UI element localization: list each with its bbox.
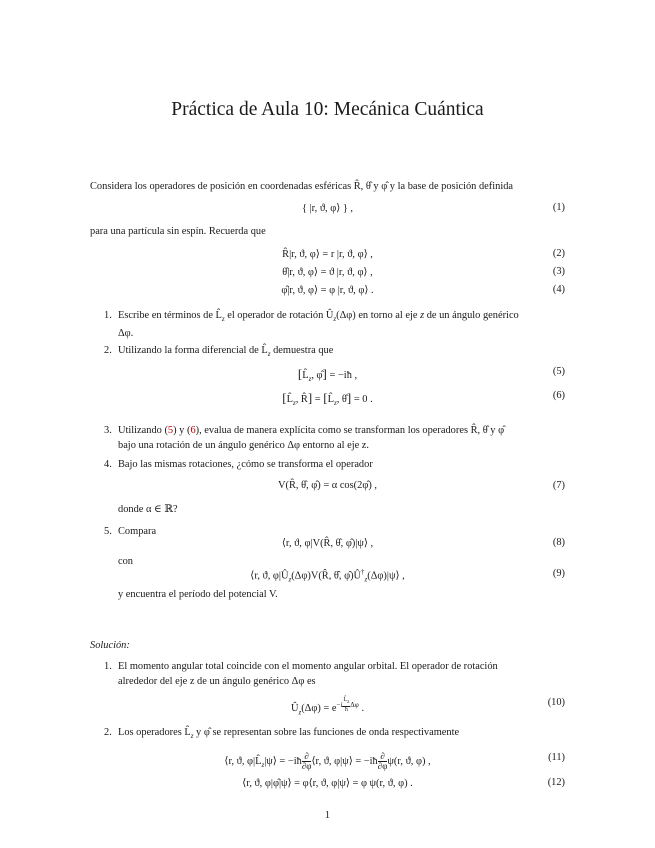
document-page: Práctica de Aula 10: Mecánica Cuántica Considera los operadores de posición en coordenadas esféricas R̂, θ̂ y φ̂ y la base de posición definida { |r, ϑ, φ⟩ } , (1) para una partícula sin espín. Recuerda que R̂|r, ϑ, φ⟩ = r |r, ϑ, φ⟩ , (2) θ̂|r, ϑ, φ⟩ = ϑ |r, ϑ, φ⟩ , (3) φ̂|r, ϑ, φ⟩ = φ |r, ϑ, φ⟩ . (4) 1. Escribe en términos de $L̂_z$ el operador de rotación $Û_z(\Delta\varphi)$ en torno al eje z de un ángulo genérico Δφ. 2. Utilizando la forma diferencial de $L̂_z$ demuestra que [$L̂_z$, φ̂] = −iħ , (5) [$L̂_z$, R̂] = [$L̂_z$, θ̂] = 0 . (6) 3. Utilizando (5) y (6), evalua de manera explícita como se transforman los operadores R̂, θ̂ y φ̂ bajo una rotación de un ángulo genérico Δφ entorno al eje z. 4. Bajo las mismas rotaciones, ¿cómo se transforma el operador V(R̂, θ̂, φ̂) = α cos(2φ̂) , (7) donde α ∈ ℝ? 5. Compara ⟨r, ϑ, φ|V(R̂, θ̂, φ̂)|ψ⟩ , (8) con ⟨r, ϑ, $\varphi|Û_z(\Delta\varphi)V(R̂$, θ̂, $\varphî)Û^\dagger_z(\Delta\varphi)|\psi⟩$ , (9) y encuentra el período del potencial V. Solución: 1. El momento angular total coincide con el momento angular orbital. El operador de rotación alrededor del eje z de un ángulo genérico Δφ es $Û_z(\Delta\varphi) = e^{-i \frac{L̂_z}{ħ} \Delta\varphi}$ . (10) 2. Los operadores $L̂_z$ y φ̂ se representan sobre las funciones de onda respectivamente ⟨r, ϑ, $\varphi|L̂_z|\psi⟩$ = −iħ $\frac{\partial}{\partial\varphi}$ ⟨r, ϑ, φ|ψ⟩ = −iħ $\frac{\partial}{\partial\varphi}$ ψ(r, ϑ, φ) , (11) ⟨r, ϑ, φ|φ̂|ψ⟩ = φ⟨r, ϑ, φ|ψ⟩ = φ ψ(r, ϑ, φ) . (12) 1 [0, 0, 655, 848]
equation-5-rhs: = −iħ , [329, 370, 358, 381]
equation-link-6[interactable]: 6 [190, 425, 196, 436]
item-number: 2. [104, 345, 112, 356]
equation-3-body: θ̂|r, ϑ, φ⟩ = ϑ |r, ϑ, φ⟩ , [282, 267, 373, 278]
equation-11-part-b: |ψ⟩ = −iħ [264, 755, 302, 767]
equation-9 [90, 568, 565, 584]
equation-9-part-a: ⟨r, ϑ, φ|Û [250, 570, 289, 582]
page-number: 1 [324, 810, 331, 821]
equation-6-rhs: = 0 . [353, 394, 373, 405]
item-number: 4. [104, 459, 112, 470]
item-number: 2. [104, 727, 112, 738]
equation-number: (8) [552, 537, 565, 548]
page-title: Práctica de Aula 10: Mecánica Cuántica [171, 99, 484, 120]
solution-1-line1: El momento angular total coincide con el momento angular orbital. El operador de rotación [118, 661, 498, 672]
item-3-text: Utilizando ( [118, 425, 168, 436]
equation-number: (5) [552, 366, 565, 377]
equation-10-body: $Û_z(\Delta\varphi) = e^{-i \frac{L̂_z}{ħ} \Delta\varphi}$ . [290, 697, 365, 717]
equation-10 [90, 697, 565, 717]
equation-12-body: ⟨r, ϑ, φ|φ̂|ψ⟩ = φ⟨r, ϑ, φ|ψ⟩ = φ ψ(r, ϑ, φ) . [242, 778, 413, 789]
intro-paragraph-2: para una partícula sin espín. Recuerda que [90, 226, 266, 237]
item-4-after: donde α ∈ ℝ? [118, 504, 178, 515]
equation-number: (3) [552, 266, 565, 277]
item-3-text-post: ), evalua de manera explícita como se transforman los operadores R̂, θ̂ y φ̂ [195, 425, 505, 436]
equation-number: (6) [552, 390, 565, 401]
equation-11-part-d: ψ(r, ϑ, φ) , [387, 755, 431, 767]
equation-11 [90, 751, 565, 771]
item-3-text-line2: bajo una rotación de un ángulo genérico Δφ entorno al eje z. [118, 439, 369, 451]
equation-11-body: ⟨r, ϑ, $\varphi|L̂_z|\psi⟩$ = −iħ $\frac{\partial}{\partial\varphi}$ ⟨r, ϑ, φ|ψ⟩ = −iħ $\frac{\partial}{\partial\varphi}$ ψ(r, ϑ, φ) , [224, 751, 431, 771]
equation-3 [90, 266, 565, 282]
item-1-text-b: el operador de rotación Û [224, 310, 334, 321]
equation-6-body: [$L̂_z$, R̂] = [$L̂_z$, θ̂] = 0 . [282, 390, 373, 408]
item-1-text-d: de un ángulo genérico [424, 310, 519, 321]
equation-12 [90, 777, 565, 793]
equation-number: (9) [552, 568, 565, 579]
equation-link-5[interactable]: 5 [167, 425, 174, 436]
item-1-text-line2: Δφ. [118, 327, 134, 339]
equation-5 [90, 366, 565, 382]
solution-1-line2: alrededor del eje z de un ángulo genérico Δφ es [118, 675, 316, 687]
equation-8-body: ⟨r, ϑ, φ|V(R̂, θ̂, φ̂)|ψ⟩ , [281, 538, 374, 549]
equation-4 [90, 284, 565, 300]
equation-11-part-c: ⟨r, ϑ, φ|ψ⟩ = −iħ [311, 755, 378, 767]
equation-number: (1) [552, 202, 565, 213]
item-1-text-c: (Δφ) en torno al eje [336, 310, 421, 321]
item-1-text: Escribe en términos de L̂ [118, 310, 222, 321]
item-2-text: Utilizando la forma diferencial de L̂ [118, 345, 268, 356]
equation-2 [90, 248, 565, 264]
equation-9-part-c: (Δφ)|ψ⟩ , [367, 570, 405, 582]
equation-4-body: φ̂|r, ϑ, φ⟩ = φ |r, ϑ, φ⟩ . [281, 285, 374, 296]
item-3-text-mid: ) y ( [173, 425, 191, 436]
item-5-con: con [118, 556, 134, 567]
equation-number: (4) [552, 284, 565, 295]
item-5-text: Compara [118, 526, 157, 537]
equation-number: (12) [547, 777, 565, 788]
equation-number: (7) [552, 480, 565, 491]
item-2-text-b: demuestra que [270, 345, 334, 356]
equation-10-lhs: (Δφ) = e [301, 703, 337, 715]
solution-2-text-b: y φ̂ se representan sobre las funciones de onda respectivamente [193, 727, 460, 738]
equation-5-body: [$L̂_z$, φ̂] = −iħ , [297, 366, 358, 384]
solution-label: Solución: [90, 640, 130, 651]
equation-number: (11) [548, 752, 565, 763]
item-5-after: y encuentra el período del potencial V. [118, 589, 278, 600]
equation-1 [90, 202, 565, 218]
solution-2-text: Los operadores L̂ [118, 727, 191, 738]
equation-8 [90, 537, 565, 553]
item-number: 5. [104, 526, 112, 537]
equation-9-body: ⟨r, ϑ, $\varphi|Û_z(\Delta\varphi)V(R̂$, θ̂, $\varphî)Û^\dagger_z(\Delta\varphi)|\psi⟩$ , [250, 568, 405, 584]
item-number: 1. [104, 310, 112, 321]
equation-2-body: R̂|r, ϑ, φ⟩ = r |r, ϑ, φ⟩ , [282, 249, 373, 260]
equation-9-part-b: (Δφ)V(R̂, θ̂, φ̂)Û [291, 570, 362, 582]
equation-11-part-a: ⟨r, ϑ, φ|L̂ [224, 755, 262, 767]
item-4-text: Bajo las mismas rotaciones, ¿cómo se transforma el operador [118, 459, 373, 470]
equation-7 [90, 480, 565, 496]
equation-7-body: V(R̂, θ̂, φ̂) = α cos(2φ̂) , [278, 480, 377, 491]
intro-paragraph: Considera los operadores de posición en coordenadas esféricas R̂, θ̂ y φ̂ y la base de posición definida [90, 181, 514, 192]
item-number: 1. [104, 661, 112, 672]
equation-number: (2) [552, 248, 565, 259]
equation-6 [90, 390, 565, 406]
item-number: 3. [104, 425, 112, 436]
equation-1-body: { |r, ϑ, φ⟩ } , [301, 203, 354, 214]
equation-number: (10) [547, 697, 565, 708]
